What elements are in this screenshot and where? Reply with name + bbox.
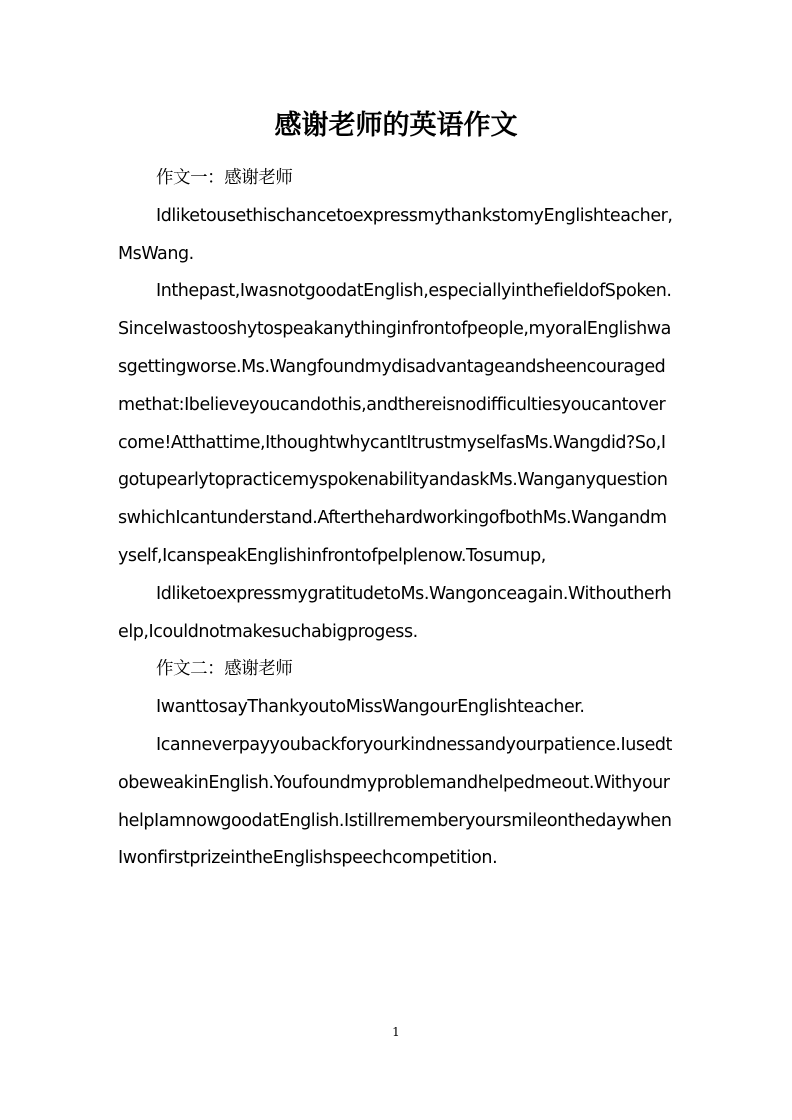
essay-2-paragraph-1: IwanttosayThankyoutoMissWangourEnglishteacher. [156, 697, 585, 718]
essay-1-paragraph-3: IdliketoexpressmygratitudetoMs.Wangonceagain.Withoutherhelp,Icouldnotmakesuchabigprogess. [118, 583, 672, 642]
essay-2-heading: 作文二：感谢老师 [156, 659, 293, 680]
page-number: 1 [392, 1025, 400, 1039]
essay-2-paragraph-2: Icanneverpayyoubackforyourkindnessandyourpatience.IusedtobeweakinEnglish.Youfoundmyproblemandhelpedmeout.WithyourhelpIamnowgoodatEnglish.IstillrememberyoursmileonthedaywhenIwonfirstprizeintheEnglishspeechcompetition. [118, 734, 672, 869]
document-title: 感谢老师的英语作文 [274, 110, 518, 141]
essay-1-paragraph-2: Inthepast,IwasnotgoodatEnglish,especiallyinthefieldofSpoken.SinceIwastooshytospeakanythinginfrontofpeople,myoralEnglishwasgettingworse.Ms.Wangfoundmydisadvantageandsheencouragedmethat:Ibelieveyoucandothis,andthereisnodifficultiesyoucantovercome!Atthattime,IthoughtwhycantItrustmyselfasMs.Wangdid?So,IgotupearlytopracticemyspokenabilityandaskMs.WanganyquestionswhichIcantunderstand.AfterthehardworkingofbothMs.Wangandmyself,IcanspeakEnglishinfrontofpelplenow.Tosumup, [118, 281, 672, 566]
essay-1-heading: 作文一：感谢老师 [156, 168, 293, 188]
document-body [118, 160, 674, 878]
essay-1-paragraph-1: IdliketousethischancetoexpressmythankstomyEnglishteacher,MsWang. [118, 205, 673, 264]
